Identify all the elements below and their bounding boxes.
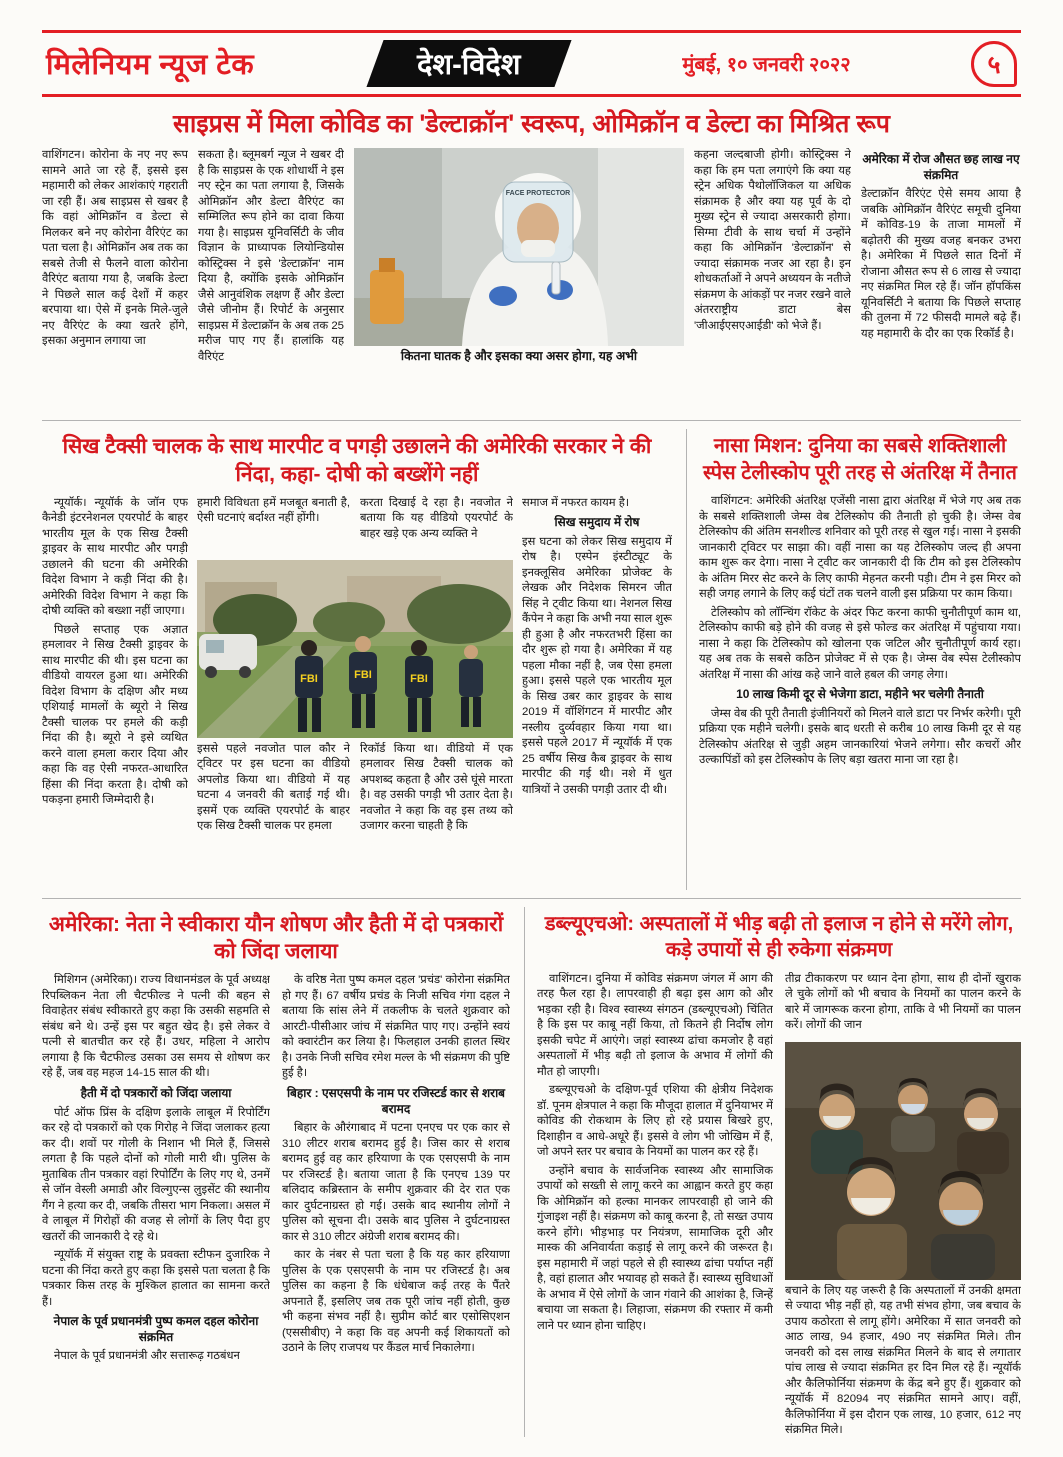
sikh-col2-top: हमारी विविधता हमें मजबूत बनाती है, ऐसी घटनाएं बर्दाश्त नहीं होंगी।: [197, 496, 350, 525]
deltacron-col1: वाशिंगटन। कोरोना के नए नए रूप सामने आते जा रहे हैं, इससे इस महामारी को लेकर आशंकाएं गहराती जा रही हैं। अब साइप्रस से खबर है कि वहां ओमिक्रॉन व डेल्टा से मिलकर बने नए कोरोना वैरिएंट का पता चला है। ओमिक्रॉन अब तक का सबसे तेजी से फैलने वाला कोरोना वैरिएंट बताया गया है, जबकि डेल्टा ने पिछले साल कई देशों में कहर बरपाया था। ऐसे में इनके मिले-जुले नए वैरिएंट के क्या खतरे होंगे, इसका अनुमान लगाया जा: [42, 149, 188, 348]
sikh-middle-block: [197, 496, 513, 890]
sikh-col4-p2: इस घटना को लेकर सिख समुदाय में रोष है। एस्पेन इंस्टीट्यूट के इनक्लूसिव अमेरिका प्रोजेक्ट के लेखक और निदेशक सिमरन जीत सिंह ने ट्वीट किया था। नेशनल सिख कैंपेन ने कहा कि अभी नया साल शुरू ही हुआ है और नफरतभरी हिंसा का दौर शुरू हो गया है। अमेरिका में यह पहला मौका नहीं है, जब ऐसा हमला हुआ। इससे पहले एक भारतीय मूल के सिख उबर कार ड्राइवर के साथ 2019 में वॉशिंगटन में मारपीट और नस्लीय दुर्व्यवहार किया गया था। इससे पहले 2017 में न्यूयॉर्क में एक 25 वर्षीय सिख कैब ड्राइवर के साथ मारपीट की गई थी। नशे में धुत यात्रियों ने उसकी पगड़ी उतार दी थी।: [522, 535, 672, 796]
who-col2: [785, 972, 1021, 1437]
who-p3: उन्होंने बचाव के सार्वजनिक स्वास्थ्य और सामाजिक उपायों को सख्ती से लागू करने का आह्वान करते हुए कहा कि ओमिक्रॉन को हल्का मानकर लापरवाही हो जाने की गुंजाइश नहीं है। संक्रमण को काबू करना है, तो सख्त उपाय करने होंगे। भीड़भाड़ पर नियंत्रण, सामाजिक दूरी और मास्क की अनिवार्यता कड़ाई से लागू करने की जरूरत है। इस महामारी में जहां पहले से ही स्वास्थ्य ढांचा पर्याप्त नहीं है, वहां हालात और भयावह हो सकते हैं। स्वास्थ्य सुविधाओं के अभाव में ऐसे लोगों के जान गंवाने की आशंका है, जिन्हें बचाया जा सकता है। लिहाजा, संक्रमण की रफ्तार में कमी लाने पर ध्यान होना चाहिए।: [537, 1164, 773, 1332]
nasa-headline: नासा मिशन: दुनिया का सबसे शक्तिशाली स्पेस टेलीस्कोप पूरी तरह से अंतरिक्ष में तैनात: [703, 435, 1017, 484]
nasa-p1: वाशिंगटन: अमेरिकी अंतरिक्ष एजेंसी नासा द्वारा अंतरिक्ष में भेजे गए अब तक के सबसे शक्तिशाली जेम्स वेब टेलिस्कोप की तैनाती हो चुकी है। जेम्स वेब टेलिस्कोप की अंतिम सनशील्ड शनिवार को पूरी तरह से खुल गई। नासा ने इसकी जानकारी ट्विटर पर साझा की। वहीं नासा का यह टेलिस्कोप जल्द ही अपना काम शुरू कर देगा। नासा ने ट्वीट कर जानकारी दी कि टीम को इस टेलिस्कोप के अंतिम मिरर सेट करने के लिए काफी मेहनत करनी पड़ी। टीम ने इस मिरर को सही जगह लगाने के लिए कई घंटों तक चलने वाली इस प्रक्रिया पर काम किया।: [699, 495, 1021, 601]
america-col1: [42, 973, 270, 1435]
tree: [313, 602, 385, 642]
sikh-col1: [42, 496, 188, 890]
who-col2-top: तीव्र टीकाकरण पर ध्यान देना होगा, साथ ही दोनों खुराक ले चुके लोगों को भी बचाव के नियमों का पालन करने के बारे में जागरूक करना होगा, ताकि वे भी नियमों का पालन करें। लोगों की जान: [785, 972, 1021, 1032]
who-col1: [537, 972, 773, 1437]
masked-crowd-photo: [785, 1042, 1021, 1280]
sikh-body: [42, 496, 672, 890]
who-p1: वाशिंगटन। दुनिया में कोविड संक्रमण जंगल में आग की तरह फैल रहा है। लापरवाही ही बढ़ा इस आग को और भड़का रही है। विश्व स्वास्थ्य संगठन (डब्ल्यूएचओ) चिंतित है कि इस पर काबू नहीं किया, तो कितने ही निर्दोष लोग इसकी चपेट में आएंगे। जहां स्वास्थ्य ढांचा कमजोर है वहां अस्पतालों में भीड़ बढ़ी तो इलाज के अभाव में लोगों की मौत हो जाएगी।: [537, 972, 773, 1078]
america-p4: नेपाल के पूर्व प्रधानमंत्री और सत्तारूढ़ गठबंधन: [54, 1350, 240, 1363]
sikh-col4: [522, 496, 672, 890]
section-banner-label: देश-विदेश: [416, 49, 521, 81]
covid-test-photo: [354, 148, 684, 412]
sanitizer-bottle: [370, 270, 404, 324]
blue-glove: [489, 286, 517, 306]
row-3: [42, 907, 1021, 1437]
row-2: [42, 429, 1021, 899]
america-p2: पोर्ट ऑफ प्रिंस के दक्षिण इलाके लाबूल में रिपोर्टिंग कर रहे दो पत्रकारों को एक गिरोह ने जिंदा जलाकर हत्या कर दी। शवों पर गोली के निशान भी मिले हैं, जिससे लगता है कि पहले दोनों को गोली मारी थी। पुलिस के मुताबिक तीन पत्रकार वहां रिपोर्टिंग के लिए गए थे, उनमें से जॉन वेस्ली अमाडी और विल्गुएन्स लुइसेंट की स्थानीय गैंग ने हत्या कर दी, जबकि तीसरा भाग निकला। असल में वे लाबूल में गिरोहों की वजह से लोगों के लिए पैदा हुए खतरों की जानकारी दे रहे थे।: [42, 1106, 270, 1243]
america-body: [42, 973, 510, 1435]
america-subhead1: हैती में दो पत्रकारों को जिंदा जलाया: [80, 1085, 232, 1100]
nasa-subhead: 10 लाख किमी दूर से भेजेगा डाटा, महीने भर चलेगी तैनाती: [736, 687, 984, 702]
date-line: मुंबई, १० जनवरी २०२२: [682, 54, 851, 76]
america-subhead2: नेपाल के पूर्व प्रधानमंत्री पुष्प कमल दहल कोरोना संक्रमित: [53, 1314, 259, 1344]
paper-name: मिलेनियम न्यूज टेक: [46, 49, 255, 81]
article-sikh-driver: [42, 429, 672, 890]
sikh-col2-bottom: इससे पहले नवजोत पाल कौर ने ट्विटर पर इस घटना का वीडियो अपलोड किया था। वीडियो में यह घटना 4 जनवरी की बताई गई थी। इसमें एक व्यक्ति एयरपोर्ट के बाहर एक सिख टैक्सी चालक पर हमला: [197, 742, 350, 833]
article-who: [524, 907, 1021, 1437]
sikh-col4-subhead: सिख समुदाय में रोष: [554, 515, 640, 530]
section-banner: [366, 40, 571, 87]
sikh-col3-top: करता दिखाई दे रहा है। नवजोत ने बताया कि यह वीडियो एयरपोर्ट के बाहर खड़े एक अन्य व्यक्ति ने: [360, 496, 513, 540]
deltacron-col3: कहना जल्दबाजी होगी। कोस्ट्रिक्स ने कहा कि हम पता लगाएंगे कि क्या यह स्ट्रेन अधिक पैथोलॉजिकल या अधिक संक्रामक है और क्या यह पूर्व के दो मुख्य स्ट्रेन से ज्यादा असरकारी होगा। सिग्मा टीवी के साथ चर्चा में उन्होंने कहा कि ओमिक्रॉन 'डेल्टाक्रॉन' से ज्यादा संक्रामक नजर आ रहा है। इन शोधकर्ताओं ने अपने अध्ययन के नतीजे संक्रमण के आंकड़ों पर नजर रखने वाले अंतरराष्ट्रीय डाटा बेस 'जीआईएसएआईडी' को भेजे हैं।: [694, 149, 851, 332]
test-tube: [552, 262, 560, 294]
deltacron-headline: साइप्रस में मिला कोविड का 'डेल्टाक्रॉन' स्वरूप, ओमिक्रॉन व डेल्टा का मिश्रित रूप: [173, 110, 890, 138]
deltacron-sidebar: [861, 148, 1021, 412]
deltacron-sidebar-heading: अमेरिका में रोज औसत छह लाख नए संक्रमित: [862, 152, 1020, 182]
who-col2-bottom: बचाने के लिए यह जरूरी है कि अस्पतालों में उनकी क्षमता से ज्यादा भीड़ नहीं हो, यह तभी संभव होगा, जब बचाव के उपाय कठोरता से लागू होंगे। अमेरिका में सात जनवरी को आठ लाख, 94 हजार, 490 नए संक्रमित मिले। तीन जनवरी को दस लाख संक्रमित मिलने के बाद से लगातार पांच लाख से ज्यादा संक्रमित हर दिन मिल रहे हैं। न्यूयॉर्क और कैलिफोर्निया संक्रमण के केंद्र बने हुए हैं। शुक्रवार को न्यूयॉर्क में 82094 नए संक्रमित सामने आए। वहीं, कैलिफोर्निया में इस दौरान एक लाख, 10 हजार, 612 नए संक्रमित मिले।: [785, 1284, 1021, 1437]
america-p7: कार के नंबर से पता चला है कि यह कार हरियाणा पुलिस के एक एसएसपी के नाम पर रजिस्टर्ड है। अब पुलिस का कहना है कि धंधेबाज कई तरह के पैंतरे अपनाते हैं, इसलिए जब तक पूरी जांच नहीं होती, कुछ भी कहना संभव नहीं है। सुप्रीम कोर्ट बार एसोसिएशन (एससीबीए) ने कहा कि वह अपनी कई शिकायतों को उठाने के लिए राजपथ पर कैंडल मार्च निकालेगा।: [282, 1249, 510, 1355]
america-p1: मिशिगन (अमेरिका)। राज्य विधानमंडल के पूर्व अध्यक्ष रिपब्लिकन नेता ली चैटफील्ड ने पत्नी की बहन से विवाहेतर संबंध स्वीकारते हुए कहा कि उसकी सहमति से संबंध बने थे। उन्हें इस पर बहुत खेद है। इसे लेकर वे पत्नी से बातचीत कर रहे हैं। उधर, महिला ने आरोप लगाया है कि चैटफील्ड उसका उस समय से शोषण कर रहे हैं, जब वह महज 14-15 साल की थी।: [42, 974, 270, 1080]
america-subhead3: बिहार : एसएसपी के नाम पर रजिस्टर्ड कार से शराब बरामद: [286, 1085, 506, 1116]
covid-photo-caption: कितना घातक है और इसका क्या असर होगा, यह अभी: [400, 349, 638, 364]
america-col2: [282, 973, 510, 1435]
sikh-mid-bottom: [197, 742, 513, 890]
who-p2: डब्ल्यूएचओ के दक्षिण-पूर्व एशिया की क्षेत्रीय निदेशक डॉ. पूनम क्षेत्रपाल ने कहा कि मौजूदा हालात में दुनियाभर में कोविड की रोकथाम के लिए हो रहे प्रयास बिखरे हुए, दिशाहीन व आधे-अधूरे हैं। इससे वे लोग भी जोखिम में हैं, जो अपने स्तर पर बचाव के नियमों का पालन कर रहे हैं।: [537, 1084, 773, 1159]
sikh-col3-bottom: रिकॉर्ड किया था। वीडियो में एक हमलावर सिख टैक्सी चालक को अपशब्द कहता है और उसे घूंसे मारता है। वह उसकी पगड़ी भी उतार देता है। नवजोत ने कहा कि वह इस तथ्य को उजागर करना चाहती है कि: [360, 742, 513, 833]
fbi-jacket-text: FBI: [354, 668, 372, 681]
article-deltacron: [42, 109, 1021, 421]
america-p6: बिहार के औरंगाबाद में पटना एनएच पर एक कार से 310 लीटर शराब बरामद हुई है। जिस कार से शराब बरामद हुई वह कार हरियाणा के एक एसएसपी के नाम पर रजिस्टर्ड है। बताया जाता है कि एनएच 139 पर बलिदाद कब्रिस्तान के समीप शुक्रवार की देर रात एक कार दुर्घटनाग्रस्त हो गई। उसके बाद स्थानीय लोगों ने पुलिस को सूचना दी। उसके बाद पुलिस ने दुर्घटनाग्रस्त कार से 310 लीटर अंग्रेजी शराब बरामद की।: [282, 1122, 510, 1243]
who-body: [537, 972, 1021, 1437]
masked-crowd-illustration: [785, 1042, 1021, 1280]
deltacron-body: [42, 148, 1021, 412]
face-mask: [521, 240, 555, 257]
america-headline: अमेरिका: नेता ने स्वीकारा यौन शोषण और हैती में दो पत्रकारों को जिंदा जलाया: [48, 912, 504, 964]
page-number-badge: ५: [971, 41, 1017, 87]
nasa-body: [699, 494, 1021, 860]
nasa-p3: जेम्स वेब की पूरी तैनाती इंजीनियरों को मिलने वाले डाटा पर निर्भर करेगी। पूरी प्रक्रिया एक महीने चलेगी। इसके बाद धरती से करीब 10 लाख किमी दूर से यह टेलिस्कोप अंतरिक्ष से जुड़ी अहम जानकारियां भेजने लगेगा। सौर कचरों और उल्कापिंडों को इस टेलिस्कोप के लिए बड़ा खतरा माना जा रहा है।: [699, 707, 1021, 767]
sikh-headline: सिख टैक्सी चालक के साथ मारपीट व पगड़ी उछालने की अमेरिकी सरकार ने की निंदा, कहा- दोषी को बख्शेंगे नहीं: [62, 435, 652, 486]
sikh-col1-p2: पिछले सप्ताह एक अज्ञात हमलावर ने सिख टैक्सी ड्राइवर के साथ मारपीट की थी। इस घटना का वीडियो वायरल हुआ था। अमेरिकी विदेश विभाग के दक्षिण और मध्य एशियाई मामलों के ब्यूरो ने सिख टैक्सी चालक पर हमले की कड़ी निंदा की है। ब्यूरो ने इसे व्यथित करने वाला हमला करार दिया और कहा कि वह ऐसी नफरत-आधारित हिंसा की निंदा करता है। दोषी को पकड़ना हमारी जिम्मेदारी है।: [42, 623, 188, 807]
fbi-photo-illustration: [197, 560, 513, 738]
sikh-col4-p1: समाज में नफरत कायम है।: [522, 496, 630, 509]
deltacron-sidebar-body: डेल्टाक्रॉन वैरिएंट ऐसे समय आया है जबकि ओमिक्रॉन वैरिएंट समूची दुनिया में कोविड-19 के ताजा मामलों में बढ़ोतरी की मुख्य वजह बनकर उभरा है। अमेरिका में पिछले सात दिनों में रोजाना औसत रूप से 6 लाख से ज्यादा नए संक्रमित मिल रहे हैं। जॉन हॉपकिंस यूनिवर्सिटी ने बताया कि पिछले सप्ताह की तुलना में 72 फीसदी मामले बढ़े हैं। यह महामारी के दौर का एक रिकॉर्ड है।: [861, 188, 1021, 340]
fbi-agents-photo: [197, 560, 513, 738]
america-p5: के वरिष्ठ नेता पुष्प कमल दहल 'प्रचंड' कोरोना संक्रमित हो गए हैं। 67 वर्षीय प्रचंड के निजी सचिव गंगा दहल ने बताया कि सांस लेने में तकलीफ के चलते शुक्रवार को आरटी-पीसीआर जांच में संक्रमित पाए गए। उन्होंने स्वयं को क्वारंटीन कर लिया है। फिलहाल उनकी हालत स्थिर है। उनके निजी सचिव रमेश मल्ल के भी संक्रमण की पुष्टि हुई है।: [282, 974, 510, 1080]
masthead: [42, 30, 1021, 97]
fbi-jacket-text: FBI: [410, 672, 428, 685]
tree: [407, 584, 511, 644]
sikh-col1-p1: न्यूयॉर्क। न्यूयॉर्क के जॉन एफ कैनेडी इंटरनेशनल एयरपोर्ट के बाहर भारतीय मूल के एक सिख टैक्सी ड्राइवर के साथ मारपीट और पगड़ी उछालने की घटना की अमेरिकी विदेश विभाग ने कड़ी निंदा की है। अमेरिकी विदेश विभाग ने कहा कि दोषी व्यक्ति को बख्शा नहीं जाएगा।: [42, 496, 188, 618]
covid-test-photo-illustration: [354, 148, 684, 346]
nasa-p2: टेलिस्कोप को लॉन्चिंग रॉकेट के अंदर फिट करना काफी चुनौतीपूर्ण काम था, टेलिस्कोप काफी बड़े होने की वजह से इसे फोल्ड कर अंतरिक्ष में पहुंचाया गया। नासा ने कहा कि टेलिस्कोप को खोलना एक जटिल और चुनौतीपूर्ण कार्य रहा। यह अब तक के सबसे कठिन प्रोजेक्ट में से एक है। जेम्स वेब स्पेस टेलीस्कोप अंतरिक्ष में नासा की आंख कहे जाने वाले हबल की जगह लेगा।: [699, 606, 1021, 681]
america-p3: न्यूयॉर्क में संयुक्त राष्ट्र के प्रवक्ता स्टीफन दुजारिक ने घटना की निंदा करते हुए कहा कि इससे पता चलता है कि पत्रकार किस तरह के मुश्किल हालात का सामना करते हैं।: [42, 1249, 270, 1308]
who-headline: डब्ल्यूएचओ: अस्पतालों में भीड़ बढ़ी तो इलाज न होने से मरेंगे लोग, कड़े उपायों से ही रुकेगा संक्रमण: [544, 912, 1014, 962]
face-shield-text: FACE PROTECTOR: [505, 190, 571, 198]
fbi-jacket-text: FBI: [300, 672, 318, 685]
deltacron-col2: सकता है। ब्लूमबर्ग न्यूज ने खबर दी है कि साइप्रस के एक शोधार्थी ने इस नए स्ट्रेन का पता लगाया है, जिसके ओमिक्रॉन और डेल्टा वैरिएंट का सम्मिलित रूप होने का दावा किया गया है। साइप्रस यूनिवर्सिटी के जीव विज्ञान के प्राध्यापक लियोन्डियोस कोस्ट्रिक्स ने इसे 'डेल्टाक्रॉन' नाम दिया है, क्योंकि इसके ओमिक्रॉन जैसे आनुवंशिक लक्षण हैं और डेल्टा जैसे जीनोम हैं। रिपोर्ट के अनुसार साइप्रस में डेल्टाक्रॉन के अब तक 25 मरीज पाए गए हैं। हालांकि यह वैरिएंट: [198, 149, 344, 363]
sikh-mid-top: [197, 496, 513, 560]
article-nasa: [686, 429, 1021, 890]
article-america-haiti: [42, 907, 510, 1437]
